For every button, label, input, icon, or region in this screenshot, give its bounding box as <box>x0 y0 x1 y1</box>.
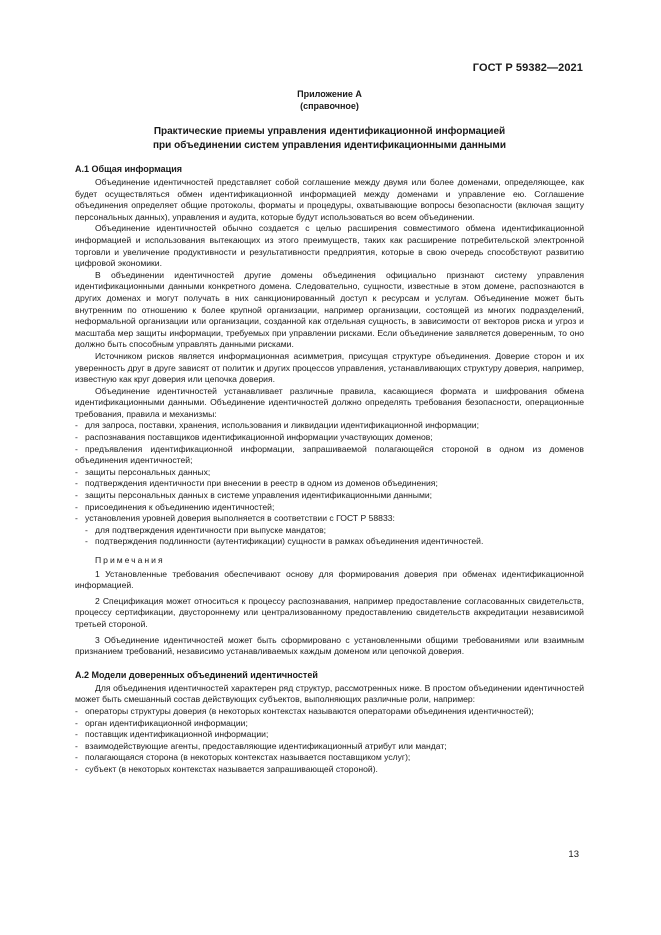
sub-list-item: - для подтверждения идентичности при выпуске мандатов; <box>85 524 327 535</box>
list-item: - установления уровней доверия выполняется в соответствии с ГОСТ Р 58833: <box>75 513 395 524</box>
list-item: - распознавания поставщиков идентификационной информации участвующих доменов; <box>75 432 433 443</box>
list-item: - присоединения к объединению идентичностей; <box>75 501 275 512</box>
list-item: - подтверждения идентичности при внесении в реестр в одном из доменов объединения; <box>75 478 438 489</box>
list-item: - операторы структуры доверия (в некоторых контекстах называются операторами объединения идентичностей); <box>75 705 534 716</box>
document-title-line-2: при объединении систем управления идентификационными данными <box>153 140 506 151</box>
list-item: - орган идентификационной информации; <box>75 717 248 728</box>
appendix-subtitle: (справочное) <box>300 101 359 111</box>
paragraph: В объединении идентичностей другие домены объединения официально признают систему управления идентификационными данными конкретного домена. Следовательно, сущности, известные в этом домене, распознаются в других доменах и могут получать в них санкционированный доступ к ресурсам и услугам. Объединение может быть внутренним по отношению к более крупной организации, например организации, состоящей из многих подразделений, неформальной организации или организации, созданной как отдельная сущность, в зависимости от векторов риска и угроз и масштаба мер защиты информации, требуемых при управлении рисками. Если объединение заявляется доверенным, то оно должно быть способным управлять данными рисками. <box>75 269 584 350</box>
paragraph: Объединение идентичностей обычно создается с целью расширения совместимого обмена идентификационной информацией и использования вытекающих из этого преимуществ, таких как расширение потребительской электронной торговли и увеличение продуктивности и результативности предприятия, которые в свою очередь способствуют развитию цифровой экономики. <box>75 223 584 269</box>
requirements-list <box>75 420 584 548</box>
list-item: - полагающаяся сторона (в некоторых контекстах называется поставщиком услуг); <box>75 752 411 763</box>
note: 2 Спецификация может относиться к процессу распознавания, например предоставление согласованных свидетельств, процессу сертификации, двустороннему или централизованному предоставлению свидетельств аккредитации независимой третьей стороной. <box>75 595 584 629</box>
paragraph: Для объединения идентичностей характерен ряд структур, рассмотренных ниже. В простом объединении идентичностей может быть смешанный состав действующих субъектов, выполняющих различные роли, например: <box>75 682 584 705</box>
list-item: - субъект (в некоторых контекстах называется запрашивающей стороной). <box>75 763 378 774</box>
list-item: - защиты персональных данных; <box>75 466 211 477</box>
document-title-line-1: Практические приемы управления идентификационной информацией <box>153 126 506 137</box>
list-item: - взаимодействующие агенты, предоставляющие идентификационный атрибут или мандат; <box>75 740 447 751</box>
document-title <box>75 125 584 153</box>
paragraph: Объединение идентичностей представляет собой соглашение между двумя или более доменами, определяющее, как будет осуществляться обмен идентификационной информацией между доменами и управление ею. Соглашение объединения определяет общие протоколы, форматы и процедуры, охватывающие вопросы безопасности (включая защиту персональных данных), управления и аудита, которые будут использоваться во всем объединении. <box>75 177 584 222</box>
section-a1-heading: А.1 Общая информация <box>75 164 182 174</box>
note: 3 Объединение идентичностей может быть сформировано с установленными общими требованиями или взаимным признанием требований, независимо устанавливаемых каждым доменом или цепочкой доверия. <box>75 634 584 657</box>
roles-list <box>75 706 584 776</box>
list-item: - защиты персональных данных в системе управления идентификационными данными; <box>75 490 433 501</box>
list-item: - для запроса, поставки, хранения, использования и ликвидации идентификационной информации; <box>75 420 479 431</box>
paragraph: Объединение идентичностей устанавливает различные правила, касающиеся формата и шифрования обмена идентификационными данными. Объединение идентичностей должно определять требования безопасности, операционные требования, правила и механизмы: <box>75 385 584 419</box>
sub-list-item: - подтверждения подлинности (аутентификации) сущности в рамках объединения идентичностей. <box>85 536 484 547</box>
page-content <box>75 88 584 776</box>
notes-heading: Примечания <box>95 555 165 565</box>
page-number: 13 <box>568 849 579 860</box>
section-a2-heading: А.2 Модели доверенных объединений идентичностей <box>75 669 318 680</box>
standard-id: ГОСТ Р 59382—2021 <box>472 62 583 74</box>
paragraph: Источником рисков является информационная асимметрия, присущая структуре объединения. Доверие сторон и их уверенность друг в друге зависят от политик и других процессов управления, устанавливающих структуру доверия, например, известную как круг доверия или цепочка доверия. <box>75 350 584 385</box>
list-item: - предъявления идентификационной информации, запрашиваемой полагающейся стороной в одном из доменов объединения идентичностей; <box>75 443 584 466</box>
list-item: - поставщик идентификационной информации; <box>75 729 269 740</box>
appendix-title: Приложение А <box>297 89 362 99</box>
note: 1 Установленные требования обеспечивают основу для формирования доверия при обменах идентификационной информацией. <box>75 568 584 591</box>
